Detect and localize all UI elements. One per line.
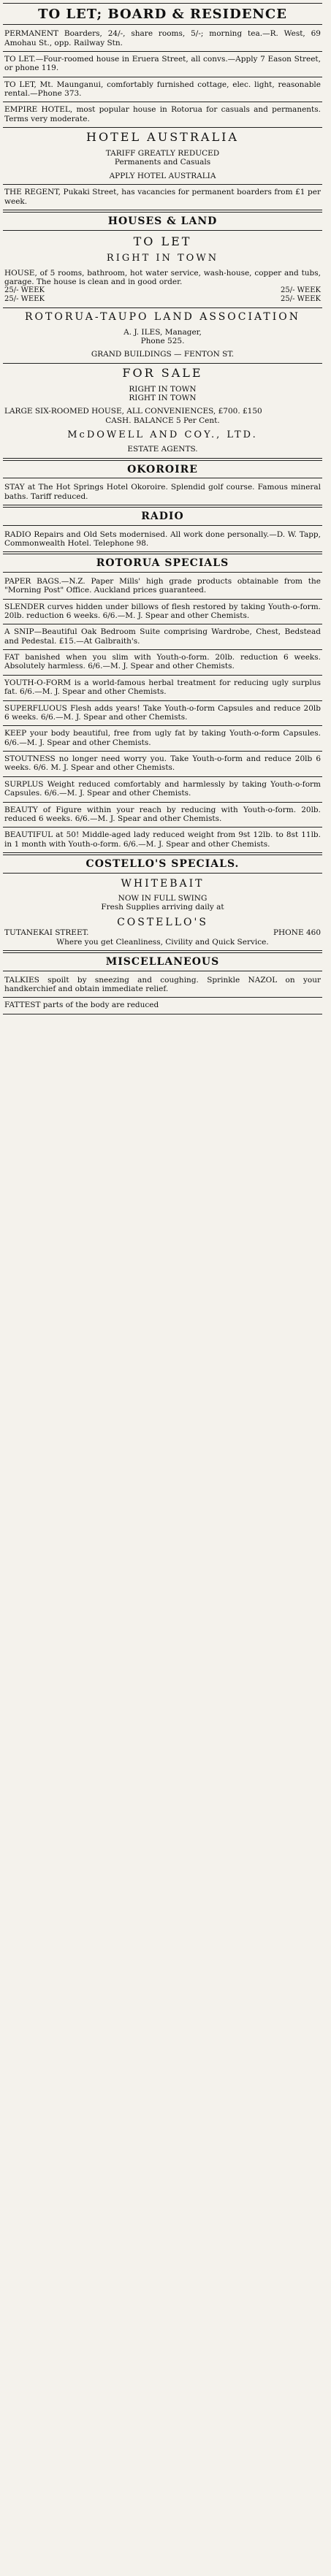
cash-balance: CASH. BALANCE 5 Per Cent. [105, 416, 220, 425]
ad-beauty-text: BEAUTY of Figure within your reach by reducing with Youth-o-form. 20lb. reduced 6 weeks. 6/6.—M. J. Spear and other Chemists. [4, 805, 321, 823]
ad-tolet-mt-text: TO LET, Mt. Maunganui, comfortably furnished cottage, elec. light, reasonable rental.—Phone 373. [4, 80, 321, 99]
ad-to-let-town [3, 232, 322, 309]
ad-for-sale [3, 364, 322, 459]
hotel-title: HOTEL AUSTRALIA [86, 130, 239, 145]
rotorua-taupo-title: ROTORUA-TAUPO LAND ASSOCIATION [25, 311, 300, 324]
ad-regent [3, 185, 322, 210]
week-row-1 [4, 286, 321, 295]
ad-beautiful [3, 828, 322, 853]
ad-regent-text: THE REGENT, Pukaki Street, has vacancies for permanent boarders from £1 per week. [4, 188, 321, 206]
hotel-line-2: Permanents and Casuals [114, 158, 211, 167]
fresh-supplies: Fresh Supplies arriving daily at [101, 903, 224, 912]
ad-talkies-text: TALKIES spoilt by sneezing and coughing. Sprinkle NAZOL on your handkerchief and obtain immediate relief. [4, 975, 321, 993]
ad-empire-text: EMPIRE HOTEL, most popular house in Rotorua for casuals and permanents. Terms very moderate. [4, 105, 321, 123]
phone-460: PHONE 460 [273, 928, 321, 938]
ad-hotel-australia [3, 128, 322, 185]
ad-youth-text: YOUTH-O-FORM is a world-famous herbal treatment for reducing ugly surplus fat. 6/6.—M. J. Spear and other Chemists. [4, 678, 321, 697]
section-specials: ROTORUA SPECIALS [3, 554, 322, 573]
ad-keep [3, 726, 322, 752]
costellos-name: COSTELLO'S [117, 916, 208, 928]
ad-tolet-four-text: TO LET.—Four-roomed house in Eruera Street, all convs.—Apply 7 Eason Street, or phone 119. [4, 54, 321, 73]
section-houses: HOUSES & LAND [3, 212, 322, 231]
ad-stoutness [3, 752, 322, 777]
section-to-let: TO LET; BOARD & RESIDENCE [3, 3, 322, 25]
ad-snip-text: A SNIP—Beautiful Oak Bedroom Suite comprising Wardrobe, Chest, Bedstead and Pedestal. £15.—At Galbraith's. [4, 627, 321, 646]
ad-radio-text: RADIO Repairs and Old Sets modernised. All work done personally.—D. W. Tapp, Commonwealth Hotel. Telephone 98. [4, 530, 321, 548]
where-text: Where you get Cleanliness, Civility and Quick Service. [56, 937, 269, 947]
ad-empire [3, 102, 322, 128]
address-row [4, 928, 321, 937]
rit-2: RIGHT IN TOWN [129, 393, 197, 402]
ad-tolet-four [3, 52, 322, 77]
mcdowell: McDOWELL AND COY., LTD. [67, 429, 258, 441]
ad-surplus [3, 777, 322, 803]
ad-fattest [3, 998, 322, 1014]
tutanekai: TUTANEKAI STREET. [4, 928, 89, 938]
ad-stoutness-text: STOUTNESS no longer need worry you. Take Youth-o-form and reduce 20lb 6 weeks. 6/6. M. J. Spear and other Chemists. [4, 754, 321, 773]
ad-beautiful-text: BEAUTIFUL at 50! Middle-aged lady reduced weight from 9st 12lb. to 8st 11lb. in 1 month with Youth-o-form. 6/6.—M. J. Spear and other Chemists. [4, 830, 321, 849]
ad-costello [3, 875, 322, 952]
ad-snip [3, 624, 322, 650]
section-misc: MISCELLANEOUS [3, 952, 322, 971]
tolet-title: TO LET [133, 234, 192, 248]
iles-line-1: A. J. ILES, Manager, [123, 327, 202, 337]
ad-youth [3, 676, 322, 701]
section-costello: COSTELLO'S SPECIALS. [3, 855, 322, 874]
right-in-town: RIGHT IN TOWN [106, 253, 219, 264]
ad-radio [3, 527, 322, 553]
ad-superfluous [3, 701, 322, 727]
hotel-line-1: TARIFF GREATLY REDUCED [105, 149, 220, 158]
full-swing: NOW IN FULL SWING [118, 894, 208, 903]
classifieds-page [0, 0, 325, 1016]
house5-text: HOUSE, of 5 rooms, bathroom, hot water service, wash-house, copper and tubs, garage. The house is clean and in good order. [4, 268, 321, 287]
week-row-2 [4, 295, 321, 304]
estate-agents: ESTATE AGENTS. [127, 445, 198, 454]
week-1: 25/- WEEK [4, 286, 45, 295]
large-six: LARGE SIX-ROOMED HOUSE, ALL CONVENIENCES, £700. £150 [4, 407, 262, 416]
rit-1: RIGHT IN TOWN [129, 384, 197, 394]
ad-beauty [3, 803, 322, 828]
whitebait: WHITEBAIT [121, 877, 205, 890]
ad-fat [3, 650, 322, 676]
ad-talkies [3, 973, 322, 998]
ad-stay-text: STAY at The Hot Springs Hotel Okoroire. Splendid golf course. Famous mineral baths. Tariff reduced. [4, 483, 321, 501]
ad-slender [3, 600, 322, 625]
ad-fattest-text: FATTEST parts of the body are reduced [4, 1001, 159, 1010]
ad-fat-text: FAT banished when you slim with Youth-o-form. 20lb. reduction 6 weeks. Absolutely harmless. 6/6.—M. J. Spear and other Chemists. [4, 653, 321, 671]
week-2: 25/- WEEK [281, 286, 321, 295]
ad-superfluous-text: SUPERFLUOUS Flesh adds years! Take Youth-o-form Capsules and reduce 20lb 6 weeks. 6/6.—M. J. Spear and other Chemists. [4, 703, 321, 722]
section-radio: RADIO [3, 507, 322, 526]
iles-line-2: Phone 525. [140, 336, 185, 345]
week-4: 25/- WEEK [281, 295, 321, 304]
ad-permanent [3, 26, 322, 52]
ad-tolet-mt [3, 77, 322, 103]
hotel-line-3: APPLY HOTEL AUSTRALIA [109, 171, 216, 180]
grand-buildings: GRAND BUILDINGS — FENTON ST. [91, 350, 235, 359]
ad-stay [3, 480, 322, 505]
ad-keep-text: KEEP your body beautiful, free from ugly fat by taking Youth-o-form Capsules. 6/6.—M. J. Spear and other Chemists. [4, 729, 321, 747]
ad-surplus-text: SURPLUS Weight reduced comfortably and harmlessly by taking Youth-o-form Capsules. 6/6.—M. J. Spear and other Chemists. [4, 779, 321, 798]
for-sale-title: FOR SALE [122, 365, 203, 380]
ad-paper [3, 574, 322, 600]
ad-paper-text: PAPER BAGS.—N.Z. Paper Mills' high grade products obtainable from the "Morning Post" Office. Auckland prices guaranteed. [4, 576, 321, 595]
week-3: 25/- WEEK [4, 295, 45, 304]
ad-permanent-text: PERMANENT Boarders, 24/-, share rooms, 5/-; morning tea.—R. West, 69 Amohau St., opp. Railway Stn. [4, 29, 321, 47]
section-okoroire: OKOROIRE [3, 460, 322, 479]
ad-slender-text: SLENDER curves hidden under billows of flesh restored by taking Youth-o-form. 20lb. reduction 6 weeks. 6/6.—M. J. Spear and other Chemists. [4, 602, 321, 620]
ad-rotorua-taupo [3, 308, 322, 364]
